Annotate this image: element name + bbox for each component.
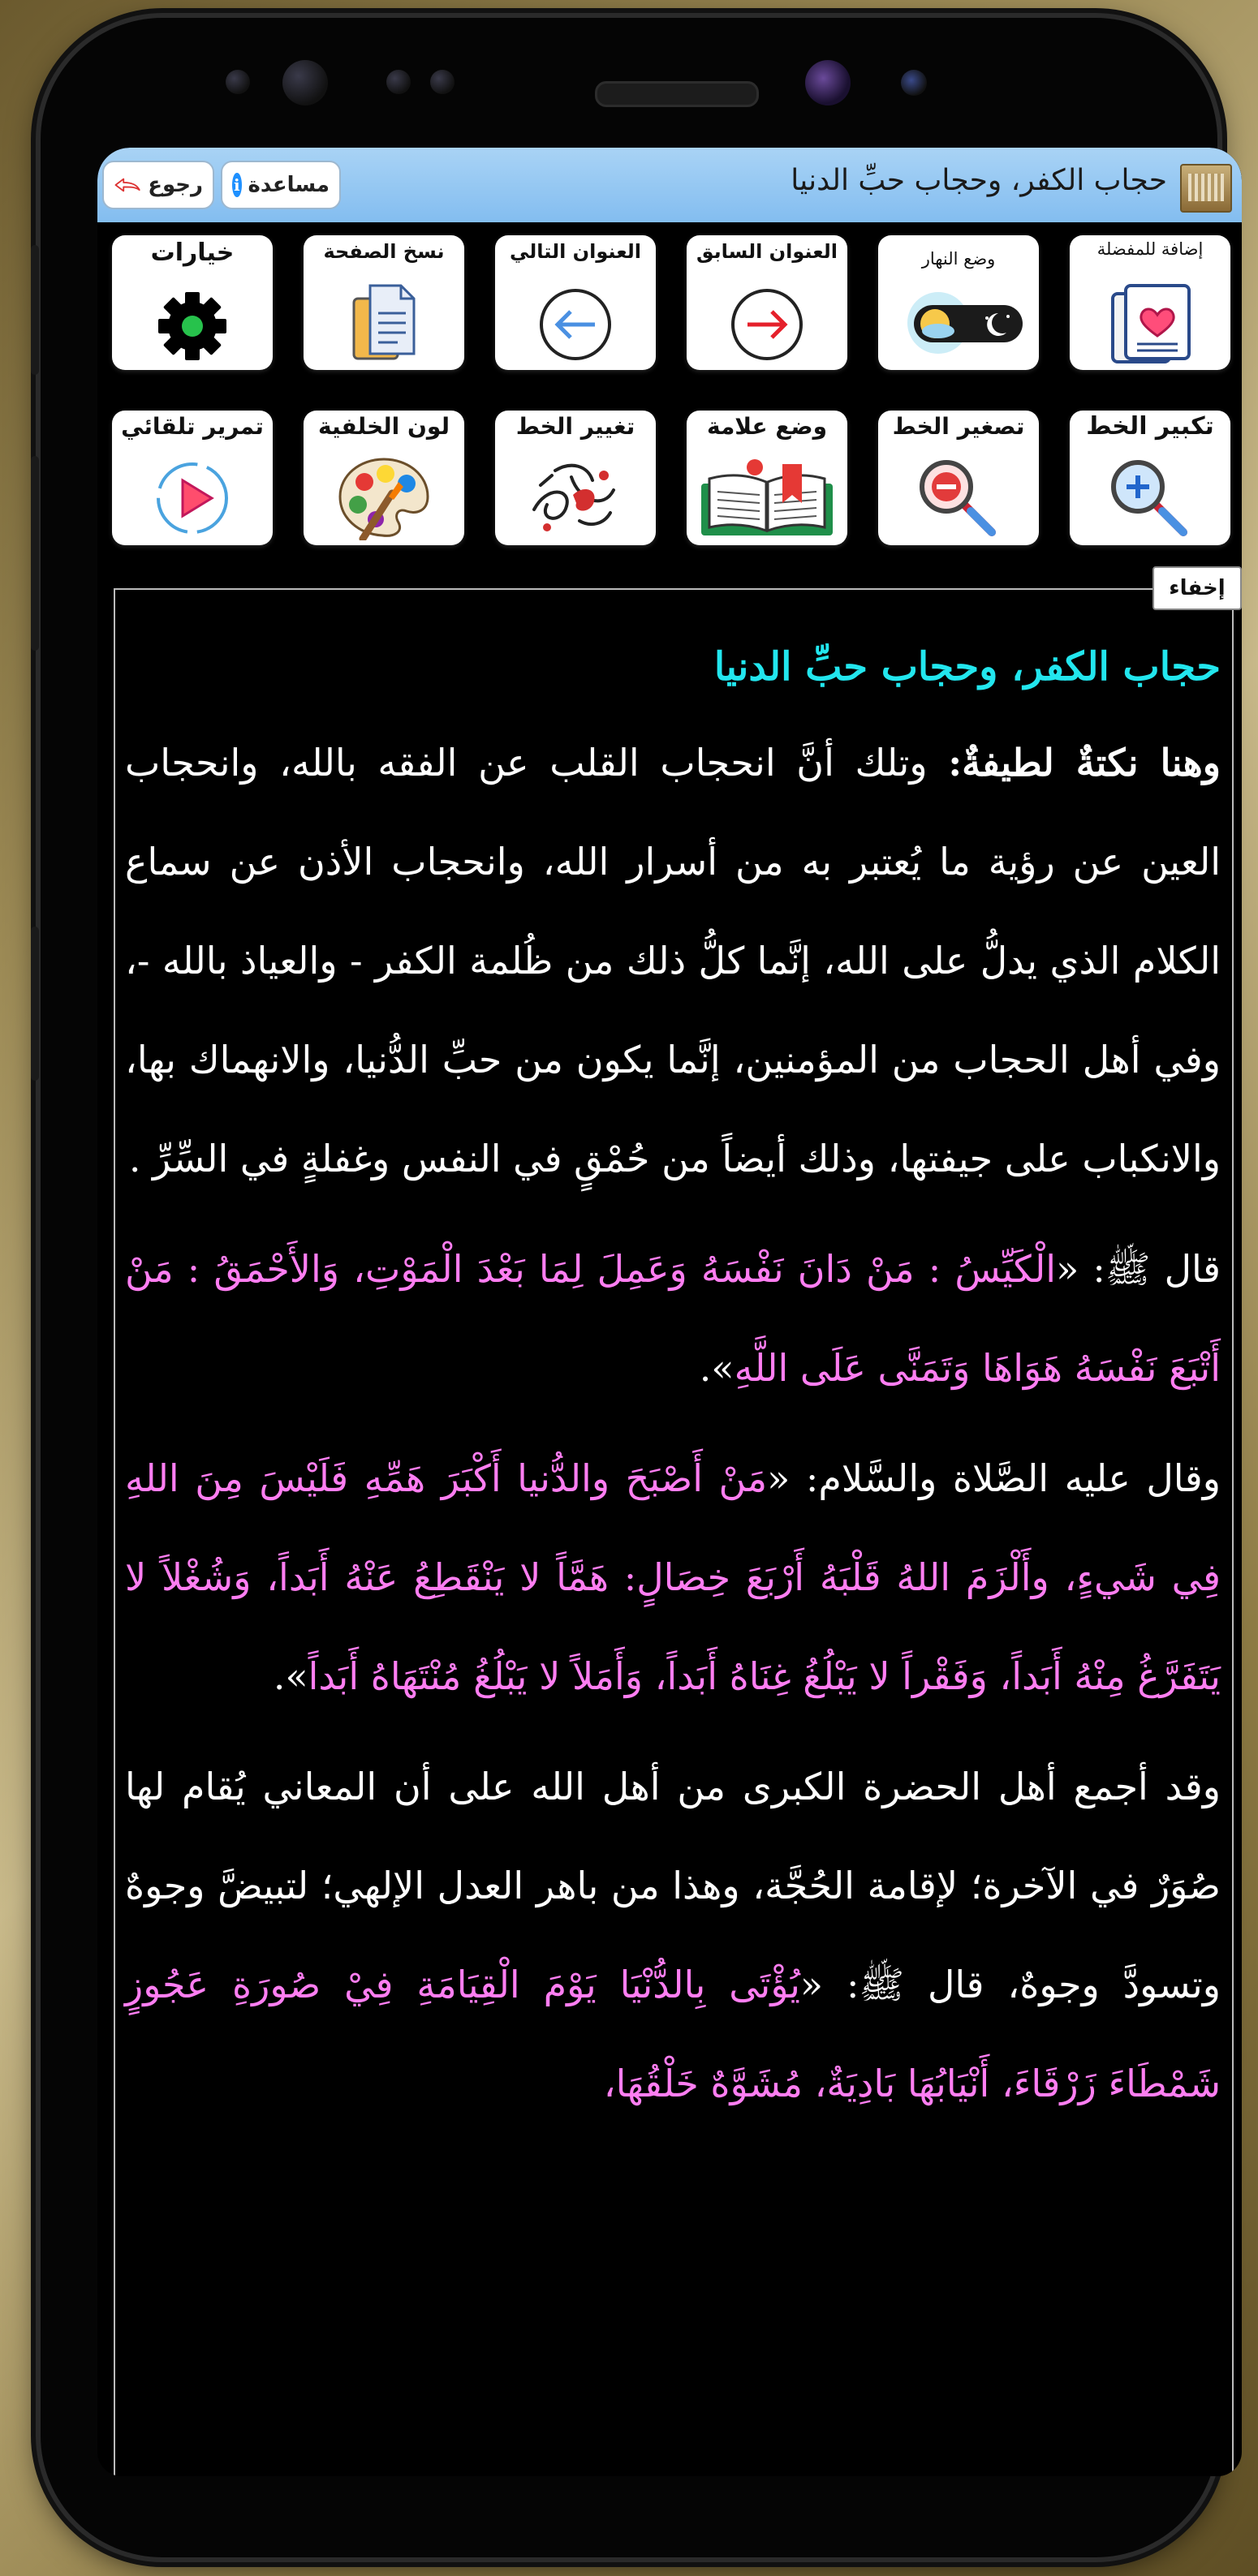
increase-font-button[interactable] (1070, 411, 1230, 545)
day-mode-toggle[interactable] (878, 235, 1039, 370)
next-title-button[interactable] (495, 235, 656, 370)
paragraph-4-body: وقد أجمع أهل الحضرة الكبرى من أهل الله على أن المعاني يُقام لها صُوَرٌ في الآخرة؛ لإقامة الحُجَّة، وهذا من باهر العدل الإلهي؛ لتبيضَّ وجوهٌ وتسودَّ وجوهٌ، قال ﷺ: « (125, 1765, 1221, 2006)
info-icon: i (232, 173, 242, 197)
back-arrow-icon (114, 170, 141, 200)
sensor-dot (430, 70, 455, 94)
copy-icon (347, 281, 420, 365)
paragraph-3-intro: وقال عليه الصَّلاة والسَّلام: « (767, 1456, 1221, 1500)
arrow-right-icon (728, 286, 806, 363)
hadith-quote-1: الْكَيِّسُ : مَنْ دَانَ نَفْسَهُ وَعَمِلَ لِمَا بَعْدَ الْمَوْتِ، وَالأَحْمَقُ : مَنْ أَتْبَعَ نَفْسَهُ هَوَاهَا وَتَمَنَّى عَلَى اللَّهِ (125, 1247, 1221, 1390)
sensor-dot (386, 70, 411, 94)
tile-label: خيارات (150, 239, 235, 267)
play-icon (152, 458, 233, 539)
side-button-left-bottom (31, 927, 39, 1081)
copy-page-button[interactable] (304, 235, 464, 370)
iris-scanner (805, 60, 851, 105)
app-screen (97, 148, 1242, 2476)
tile-label: لون الخلفية (318, 413, 450, 440)
bookmark-heart-icon (1101, 282, 1199, 365)
tile-label: العنوان السابق (696, 240, 838, 263)
options-button[interactable] (112, 235, 273, 370)
tile-label: العنوان التالي (509, 240, 642, 263)
phone-frame (41, 18, 1226, 2557)
paragraph-1-body: وتلك أنَّ انحجاب القلب عن الفقه بالله، وانحجاب العين عن رؤية ما يُعتبر به من أسرار الله، وانحجاب الأذن عن سماع الكلام الذي يدلُّ على الله، إنَّما كلُّ ذلك من ظُلمة الكفر - والعياذ بالله -، وفي أهل الحجاب من المؤمنين، إنَّما يكون من حبِّ الدُّنيا، والانهماك بها، والانكباب على جيفتها، وذلك أيضاً من حُمْقٍ في النفس وغفلةٍ في السِّرِّ . (125, 741, 1221, 1180)
article-heading: حجاب الكفر، وحجاب حبِّ الدنيا (713, 644, 1221, 690)
auto-scroll-button[interactable] (112, 411, 273, 545)
book-cover-icon (1180, 164, 1232, 213)
book-bookmark-icon (698, 456, 836, 540)
back-button[interactable] (102, 161, 214, 209)
tile-label: تمرير تلقائي (121, 413, 264, 440)
tile-label: وضع علامة (706, 413, 828, 440)
help-button[interactable] (221, 161, 341, 209)
page-title: حجاب الكفر، وحجاب حبِّ الدنيا (791, 164, 1167, 197)
article-text (125, 630, 1221, 2133)
zoom-in-icon (1105, 454, 1195, 540)
set-bookmark-button[interactable] (687, 411, 847, 545)
paragraph-4 (125, 1737, 1221, 2133)
tile-label: تكبير الخط (1086, 412, 1214, 441)
tile-label: نسخ الصفحة (323, 240, 445, 263)
background-color-button[interactable] (304, 411, 464, 545)
tile-label: وضع النهار (921, 249, 996, 269)
front-camera (282, 60, 328, 105)
calligraphy-icon (523, 453, 628, 540)
arrow-left-icon (536, 286, 614, 363)
hide-toolbar-button[interactable]: إخفاء (1152, 566, 1242, 610)
title-bar (97, 148, 1242, 222)
paragraph-1 (125, 713, 1221, 1208)
paragraph-2 (125, 1219, 1221, 1417)
decrease-font-button[interactable] (878, 411, 1039, 545)
article-content[interactable] (114, 588, 1234, 2476)
paragraph-3 (125, 1429, 1221, 1726)
paragraph-1-lead: وهنا نكتةٌ لطيفةٌ: (948, 741, 1221, 785)
tile-label: تغيير الخط (515, 413, 635, 440)
side-button-left-mid (31, 456, 39, 651)
add-favorite-button[interactable] (1070, 235, 1230, 370)
proximity-sensor (901, 70, 927, 96)
tile-label: إضافة للمفضلة (1096, 239, 1204, 259)
hadith-quote-2: مَنْ أَصْبَحَ والدُّنيا أَكْبَرَ هَمِّهِ فَلَيْسَ مِنَ اللهِ فِي شَيءٍ، وأَلْزَمَ اللهُ قَلْبَهُ أَرْبَعَ خِصَالٍ: هَمَّاً لا يَنْقَطِعُ عَنْهُ أَبَداً، وَشُغْلاً لا يَتَفَرَّغُ مِنْهُ أَبَداً، وَفَقْراً لا يَبْلُغُ غِنَاهُ أَبَداً، وَأَمَلاً لا يَبْلُغُ مُنْتَهَاهُ أَبَداً (125, 1456, 1221, 1698)
change-font-button[interactable] (495, 411, 656, 545)
zoom-out-icon (914, 454, 1003, 540)
tile-label: تصغير الخط (892, 413, 1025, 440)
paragraph-2-end: ». (699, 1346, 735, 1390)
previous-title-button[interactable] (687, 235, 847, 370)
gear-icon (155, 289, 230, 363)
side-button-left-top (31, 245, 39, 375)
help-label: مساعدة (248, 173, 330, 197)
earpiece-speaker (595, 81, 759, 107)
hadith-quote-3: يُؤْتَى بِالدُّنْيَا يَوْمَ الْقِيَامَةِ فِيْ صُورَةِ عَجُوزٍ شَمْطَاءَ زَرْقَاءَ، أَنْيَابُهَا بَادِيَةٌ، مُشَوَّهٌ خَلْقُهَا، (125, 1963, 1221, 2105)
sensor-dot (226, 70, 250, 94)
paragraph-2-intro: قال ﷺ: « (1056, 1247, 1221, 1291)
day-night-toggle-icon (890, 277, 1028, 359)
palette-icon (335, 454, 433, 540)
paragraph-3-end: ». (273, 1654, 308, 1698)
back-label: رجوع (148, 173, 203, 197)
